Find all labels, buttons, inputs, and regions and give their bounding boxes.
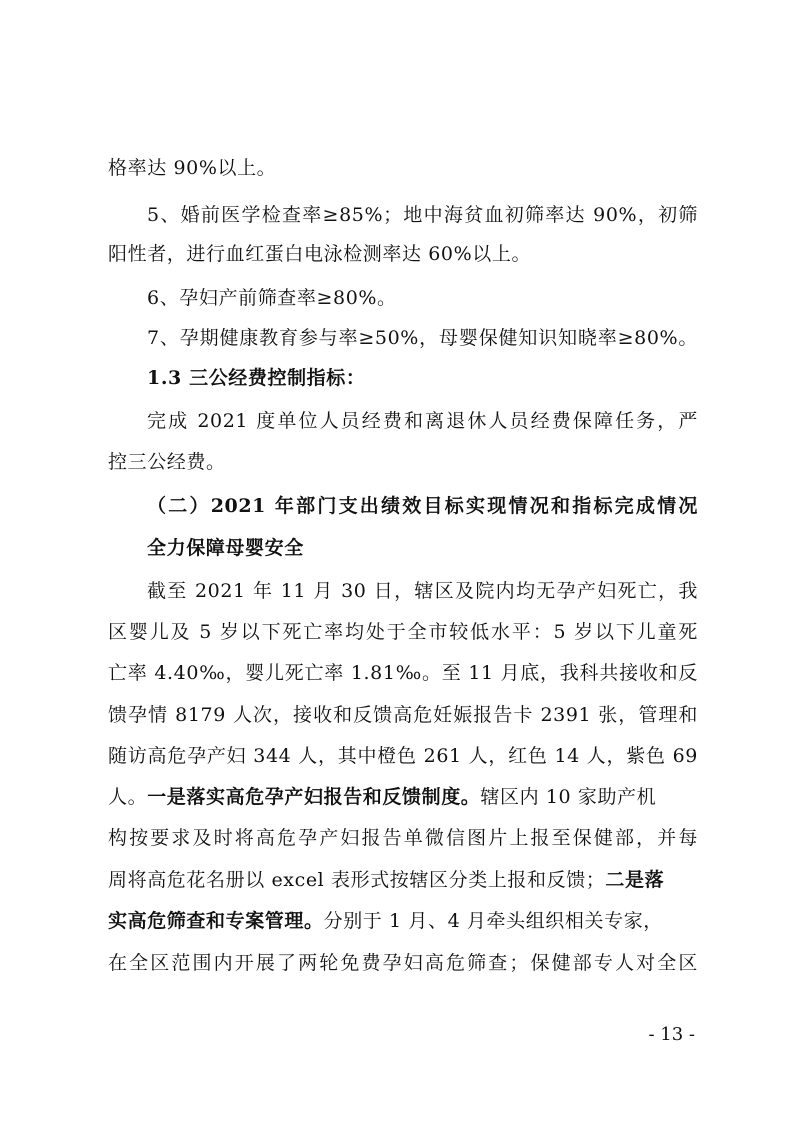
text-line-14: 馈孕情 8179 人次，接收和反馈高危妊娠报告卡 2391 张，管理和: [108, 704, 698, 726]
text-line-2: 5、婚前医学检查率≥85%；地中海贫血初筛率达 90%，初筛: [147, 204, 698, 226]
text-run-delivery-institutions: 辖区内 10 家助产机: [480, 786, 657, 808]
text-line-7: 完成 2021 度单位人员经费和离退休人员经费保障任务，严: [147, 410, 698, 432]
section-heading-2: （二）2021 年部门支出绩效目标实现情况和指标完成情况: [147, 495, 698, 517]
subsection-heading: 全力保障母婴安全: [147, 537, 304, 559]
text-line-19: [108, 910, 698, 932]
page-number: - 13 -: [648, 1024, 695, 1045]
text-run-weekly-report: 周将高危花名册以 excel 表形式按辖区分类上报和反馈；: [108, 869, 606, 891]
text-line-12: 区婴儿及 5 岁以下死亡率均处于全市较低水平：5 岁以下儿童死: [108, 621, 698, 643]
text-line-11: 截至 2021 年 11 月 30 日，辖区及院内均无孕产妇死亡，我: [147, 580, 698, 602]
text-line-20: 在全区范围内开展了两轮免费孕妇高危筛查；保健部专人对全区: [108, 952, 698, 974]
text-line-16: [108, 786, 698, 808]
text-run-experts: 分别于 1 月、4 月牵头组织相关专家，: [323, 910, 663, 932]
text-line-13: 亡率 4.40‰，婴儿死亡率 1.81‰。至 11 月底，我科共接收和反: [108, 662, 698, 684]
text-line-3: 阳性者，进行血红蛋白电泳检测率达 60%以上。: [108, 243, 532, 265]
bold-run-report-system: 一是落实高危孕产妇报告和反馈制度。: [147, 786, 481, 808]
text-line-5: 7、孕期健康教育参与率≥50%，母婴保健知识知晓率≥80%。: [147, 327, 698, 349]
text-line-17: 构按要求及时将高危孕产妇报告单微信图片上报至保健部，并每: [108, 827, 698, 849]
bold-run-screening-management: 实高危筛查和专案管理。: [108, 910, 324, 932]
text-line-4: 6、孕妇产前筛查率≥80%。: [147, 287, 397, 309]
bold-run-second-point: 二是落: [605, 869, 665, 891]
text-run-people: 人。: [108, 786, 148, 808]
section-heading-1-3: 1.3 三公经费控制指标：: [147, 367, 366, 389]
text-line-8: 控三公经费。: [108, 451, 226, 473]
text-line-1: 格率达 90%以上。: [108, 157, 277, 179]
text-line-15: 随访高危孕产妇 344 人，其中橙色 261 人，红色 14 人，紫色 69: [108, 745, 698, 767]
text-line-18: [108, 869, 698, 891]
